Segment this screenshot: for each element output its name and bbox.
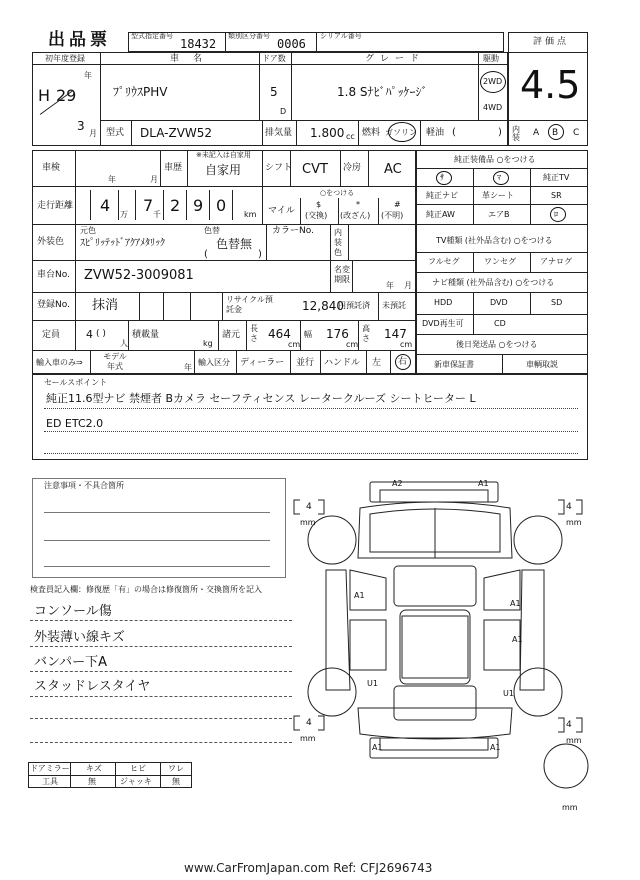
mileage-digit-3: 2 (170, 196, 181, 215)
later-opt-2: 車輌取説 (526, 360, 558, 369)
colorno-label: カラーNo. (272, 226, 314, 236)
drive-4wd: 4WD (483, 103, 503, 112)
page-title: 出品票 (48, 30, 111, 50)
equip-row1-2: ﾏ (497, 173, 501, 182)
tv-opt-1: フルセグ (428, 257, 460, 266)
diagram-mark-8: A1 (372, 743, 383, 752)
recycle-label: リサイクル預託金 (226, 295, 273, 314)
tools-value-2: 無 (88, 777, 96, 786)
tv-title: TV種類 (社外品含む) ○をつける (436, 236, 553, 245)
mileage-label: 走行距離 (37, 201, 74, 211)
tv-opt-2: ワンセグ (484, 257, 516, 266)
chassis-label: 車台No. (37, 270, 70, 280)
equip-row3-2: エアB (488, 210, 510, 219)
dims-label: 諸元 (222, 330, 241, 340)
drive-label: 駆動 (483, 54, 499, 63)
length-cm-unit: cm (288, 340, 301, 349)
later-opt-1: 新車保証書 (434, 360, 474, 369)
equip-row1-2-circle (493, 171, 509, 185)
first-reg-year-unit: 年 (84, 71, 92, 80)
sales-block (32, 374, 588, 460)
unknown-label: (不明) (381, 211, 404, 220)
import-type-label: 輸入区分 (198, 358, 230, 367)
handle-right: 右 (398, 357, 408, 367)
height-value: 147 (384, 327, 407, 341)
doors-value: 5 (270, 85, 278, 99)
eval-score: 4.5 (520, 63, 581, 107)
diagram-mark-6: U1 (367, 679, 378, 688)
interior-grade-a: A (533, 128, 540, 138)
altered-label: (改ざん) (340, 211, 371, 220)
mileage-km-unit: km (244, 210, 257, 219)
sales-label: セールスポイント (44, 378, 108, 387)
exterior-value: ｽﾋﾟﾘｯﾃｯﾄﾞｱｸｱﾒﾀﾘｯｸ (80, 238, 165, 249)
tools-header-1: ドアミラー (30, 764, 70, 773)
load-kg-unit: kg (203, 339, 213, 348)
orig-color-label: 元色 (80, 226, 96, 235)
height-cm-unit: cm (400, 340, 413, 349)
width-cm-unit: cm (346, 340, 359, 349)
equip-row1-3: 純正TV (543, 173, 570, 182)
person-unit: 人 (120, 339, 128, 348)
interior-color-label: 内装色 (334, 228, 342, 257)
doors-sub: D (280, 107, 287, 116)
category-value: 0006 (277, 37, 306, 51)
type-label: 型式 (106, 128, 125, 138)
capacity-value: 4 (86, 328, 93, 341)
inspector-label: 検査員記入欄：修復歴「有」の場合は修復箇所・交換箇所を記入 (30, 585, 262, 594)
equip-row2-1: 純正ナビ (426, 191, 458, 200)
model-cert-value: 18432 (180, 37, 217, 51)
tools-value-4: 無 (172, 777, 180, 786)
first-reg-month: 3 (77, 119, 85, 133)
handle-label: ハンドル (324, 358, 361, 368)
disp-value: 1.800 (310, 126, 345, 140)
title-change-month-unit: 月 (404, 281, 412, 290)
inspection-month-unit: 月 (150, 175, 158, 184)
recolor-value: 色替無 (216, 237, 253, 251)
exchange-symbol: $ (316, 200, 322, 209)
chassis-value: ZVW52-3009081 (84, 268, 194, 283)
diagram-mark-3: A1 (354, 591, 365, 600)
first-reg-era: H (38, 86, 51, 105)
tire-rear-left-value: 4 (306, 718, 312, 728)
caution-label: 注意事項・不具合箇所 (44, 481, 124, 490)
note-item-2: 外装薄い線キズ (34, 630, 125, 645)
shift-label: シフト (265, 163, 293, 173)
shift-value: CVT (302, 162, 328, 177)
cd-label: CD (494, 319, 506, 328)
inspection-year-unit: 年 (108, 175, 116, 184)
usage-note: ※未記入は自家用 (196, 151, 251, 159)
tools-header-2: キズ (86, 764, 102, 773)
altered-symbol: * (356, 200, 360, 209)
equip-row3-3: ﾛ (554, 210, 558, 219)
title-change-year-unit: 年 (386, 281, 394, 290)
tire-front-right-unit: mm (566, 518, 582, 527)
diagram-mark-5: A1 (512, 635, 523, 644)
tire-rear-right-value: 4 (566, 720, 572, 730)
import-year-unit: 年 (184, 363, 192, 372)
tire-front-left-value: 4 (306, 502, 312, 512)
note-item-3: バンパー下A (34, 655, 107, 670)
equip-row3-1: 純正AW (426, 210, 455, 219)
ac-value: AC (384, 162, 402, 177)
tire-spare-unit: mm (562, 803, 578, 812)
later-title: 後日発送品 ○をつける (456, 340, 538, 349)
disp-label: 排気量 (265, 128, 293, 138)
category-label: 類別区分番号 (228, 32, 270, 40)
mileage-man-unit: 万 (120, 210, 128, 219)
mile-label: マイル (268, 206, 295, 216)
nav-title: ナビ種類 (社外品含む) ○をつける (432, 278, 555, 287)
mileage-sen-unit: 千 (153, 210, 161, 219)
color-code-label: 色替 (204, 226, 220, 235)
tv-opt-3: アナログ (540, 257, 572, 266)
model-year-label: モデル年式 (103, 352, 127, 371)
tools-header-3: ヒビ (130, 764, 146, 773)
width-value: 176 (326, 327, 349, 341)
color-paren-left: ( (204, 249, 208, 260)
tools-value-1: 工具 (42, 777, 58, 786)
watermark: www.CarFromJapan.com Ref: CFJ2696743 (184, 861, 433, 875)
usage-label: 車歴 (164, 163, 183, 173)
tools-header-4: ワレ (168, 764, 184, 773)
load-label: 積載量 (132, 330, 160, 340)
equip-row1-1-circle (436, 171, 452, 185)
tools-value-3: ジャッキ (120, 777, 152, 786)
diagram-mark-4: A1 (510, 599, 521, 608)
length-value: 464 (268, 327, 291, 341)
sales-line-2: ED ETC2.0 (46, 417, 104, 430)
tire-front-right-value: 4 (566, 502, 572, 512)
sales-line-1: 純正11.6型ナビ 禁煙者 Bカメラ セーフティセンス レータークルーズ シートヒーター L (46, 392, 476, 405)
caution-box (32, 478, 286, 578)
mileage-digit-5: 0 (216, 196, 227, 215)
inspection-label: 車検 (42, 163, 61, 173)
doors-label: ドア数 (262, 54, 286, 63)
interior-label: 内装 (512, 125, 520, 142)
grade-value: 1.8 Sﾅﾋﾞﾊﾟｯｹｰｼﾞ (337, 85, 428, 99)
unknown-symbol: # (394, 200, 401, 209)
reg-value: 抹消 (92, 298, 119, 313)
diagram-mark-2: A1 (478, 479, 489, 488)
note-item-1: コンソール傷 (34, 604, 112, 619)
disp-unit: cc (346, 132, 355, 141)
tire-front-left-unit: mm (300, 518, 316, 527)
interior-grade-b: B (552, 128, 559, 138)
exterior-label: 外装色 (37, 237, 65, 247)
mileage-digit-1: 4 (100, 196, 111, 215)
reg-label: 登録No. (37, 300, 70, 310)
fuel-gas: ガソリン (385, 128, 417, 137)
tire-rear-left-unit: mm (300, 734, 316, 743)
diagram-mark-9: A1 (490, 743, 501, 752)
fuel-label: 燃料 (362, 128, 381, 138)
model-cert-label: 型式指定番号 (131, 32, 173, 40)
fuel-light: 軽油 (426, 128, 445, 138)
car-name-value: ﾌﾟﾘｳｽPHV (113, 85, 168, 99)
height-label: 高さ (362, 324, 370, 343)
fuel-paren-right: ) (498, 127, 502, 138)
eval-label: 評価点 (533, 37, 570, 47)
nav-opt-2: DVD (490, 298, 508, 307)
genuine-title: 純正装備品 ○をつける (454, 155, 536, 164)
diagram-mark-1: A2 (392, 479, 403, 488)
ac-label: 冷房 (343, 163, 362, 173)
nav-opt-3: SD (551, 298, 563, 307)
dealer-label: ディーラー (240, 358, 285, 368)
first-reg-month-unit: 月 (89, 129, 97, 138)
width-label: 幅 (304, 330, 312, 339)
exchange-label: (交換) (305, 211, 328, 220)
recycle-deposited: 円預託済 (338, 301, 370, 310)
equip-row3-3-circle (550, 207, 566, 222)
serial-label: シリアル番号 (320, 32, 362, 40)
equip-row2-3: SR (551, 191, 562, 200)
color-paren-right: ) (258, 249, 262, 260)
drive-2wd: 2WD (483, 77, 503, 86)
fuel-paren-left: ( (452, 127, 456, 138)
dvd-label: DVD再生可 (422, 319, 464, 328)
car-damage-diagram (290, 470, 590, 810)
handle-left: 左 (372, 358, 382, 368)
recycle-undeposited: 未預託 (382, 301, 406, 310)
first-reg-label: 初年度登録 (45, 54, 85, 63)
mileage-digit-2: 7 (143, 196, 154, 215)
equip-row2-2: 革シート (482, 191, 514, 200)
first-reg-year: 29 (56, 86, 77, 105)
import-label: 輸入車のみ⇒ (36, 358, 83, 367)
capacity-paren: ( ) (96, 329, 106, 339)
diagram-mark-7: U1 (503, 689, 514, 698)
interior-grade-c: C (573, 128, 580, 138)
recycle-value: 12,840 (302, 299, 344, 313)
car-name-label: 車名 (170, 54, 217, 64)
length-label: 長さ (250, 324, 258, 343)
mileage-digit-4: 9 (193, 196, 204, 215)
grade-label: グレード (365, 54, 426, 64)
type-value: DLA-ZVW52 (140, 126, 213, 140)
parallel-label: 並行 (296, 358, 315, 368)
usage-value: 自家用 (205, 163, 242, 177)
capacity-label: 定員 (42, 330, 61, 340)
circle-note: ○をつける (320, 189, 355, 197)
note-item-4: スタッドレスタイヤ (34, 679, 151, 694)
tire-rear-right-unit: mm (566, 736, 582, 745)
equip-row1-1: ｻ (440, 173, 444, 182)
nav-opt-1: HDD (434, 298, 453, 307)
title-change-label: 名変期限 (334, 265, 350, 284)
